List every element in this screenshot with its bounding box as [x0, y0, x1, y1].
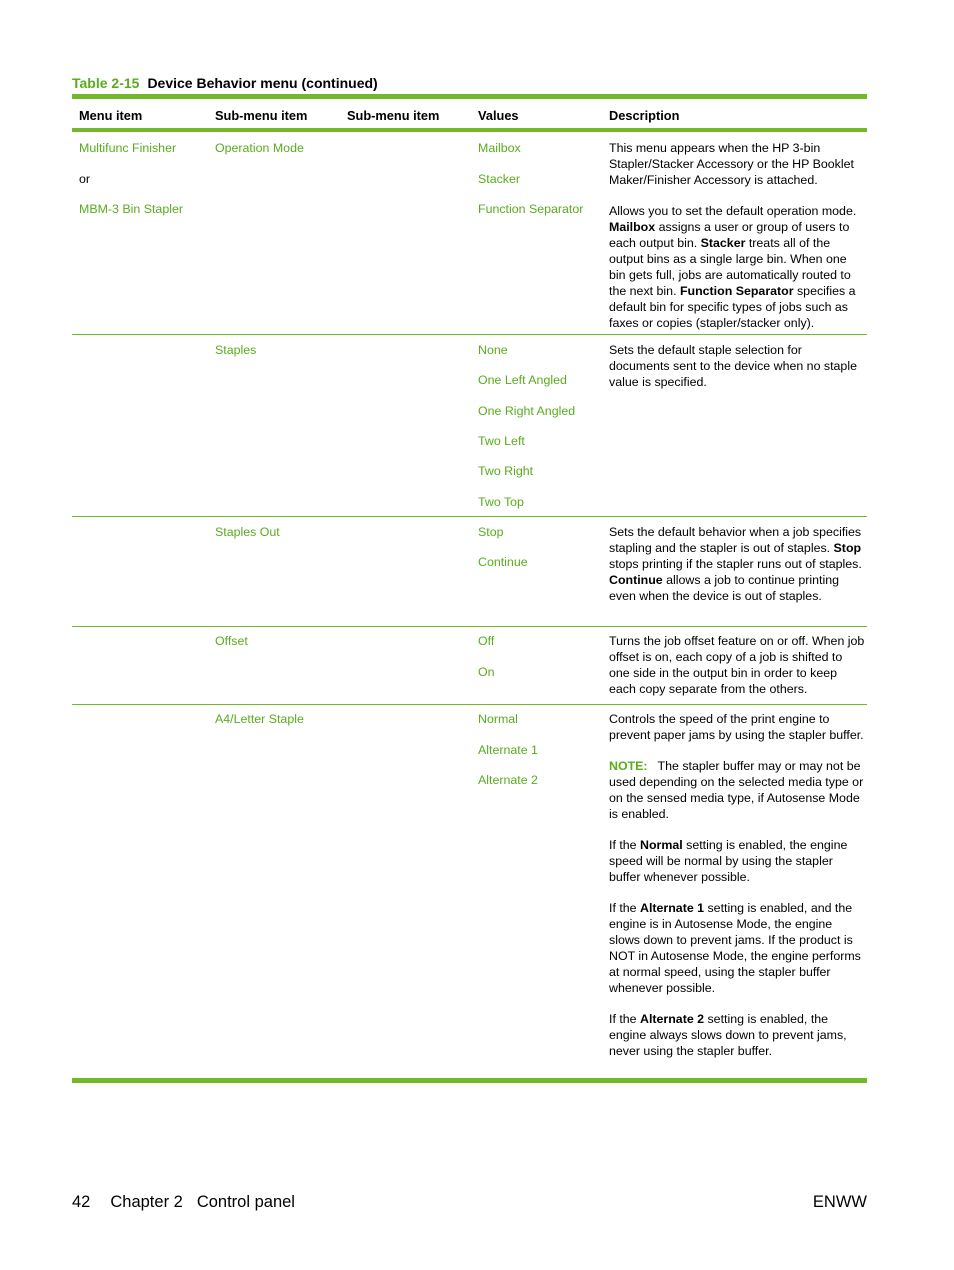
value-stacker: Stacker [478, 172, 521, 186]
value-one-left-angled: One Left Angled [478, 373, 567, 387]
page-footer-left [72, 1192, 295, 1212]
device-behavior-table [72, 94, 867, 1083]
value-alternate-2: Alternate 2 [478, 773, 538, 787]
footer-brand: ENWW [812, 1193, 867, 1211]
submenu-a4-letter-staple: A4/Letter Staple [215, 712, 304, 726]
value-one-right-angled: One Right Angled [478, 404, 576, 418]
table-header-row [72, 99, 867, 128]
value-on: On [478, 665, 495, 679]
value-two-top: Two Top [478, 495, 524, 509]
description-paragraph: Sets the default behavior when a job specifies stapling and the stapler is out of staples. Stop stops printing if the stapler runs out of staples. Continue allows a job to continue printing even when the device is out of staples. [609, 525, 862, 603]
value-none: None [478, 343, 508, 357]
description-staples-out [609, 524, 865, 619]
description-a4-letter-staple [609, 711, 865, 1074]
table-number: Table 2-15 [72, 75, 140, 91]
description-operation-mode [609, 140, 865, 346]
submenu-staples-out: Staples Out [215, 525, 280, 539]
description-paragraph: Turns the job offset feature on or off. When job offset is on, each copy of a job is shifted to one side in the output bin in order to keep each copy separate from the others. [609, 634, 865, 696]
description-paragraph: If the Alternate 2 setting is enabled, the engine always slows down to prevent jams, never using the stapler buffer. [609, 1012, 847, 1058]
description-paragraph: Sets the default staple selection for documents sent to the device when no staple value is specified. [609, 343, 857, 389]
chapter-title: Control panel [196, 1193, 295, 1211]
page-number: 42 [72, 1193, 91, 1211]
value-mailbox: Mailbox [478, 141, 521, 155]
table-bottom-rule [72, 1078, 867, 1083]
header-sub-menu-item-2: Sub-menu item [347, 108, 440, 123]
submenu-operation-mode: Operation Mode [215, 141, 304, 155]
value-continue: Continue [478, 555, 528, 569]
menu-or: or [79, 172, 91, 186]
menu-multifunc-finisher: Multifunc Finisher [79, 141, 177, 155]
submenu-staples: Staples [215, 343, 257, 357]
note-label: NOTE: [609, 759, 648, 773]
header-menu-item: Menu item [79, 108, 143, 123]
description-paragraph: Allows you to set the default operation mode. Mailbox assigns a user or group of users to each output bin. Stacker treats all of the output bins as a single large bin. When one bin gets full, jobs are automatically routed to the next bin. Function Separator specifies a default bin for specific types of jobs such as faxes or copies (stapler/stacker only). [609, 204, 857, 330]
description-offset [609, 633, 865, 712]
table-caption [72, 74, 378, 92]
note-text: The stapler buffer may or may not be used depending on the selected media type or on the sensed media type, if Autosense Mode is enabled. [609, 759, 864, 821]
description-paragraph: This menu appears when the HP 3-bin Stapler/Stacker Accessory or the HP Booklet Maker/Finisher Accessory is attached. [609, 141, 854, 187]
table-row [72, 705, 867, 1078]
header-sub-menu-item: Sub-menu item [215, 108, 308, 123]
submenu-offset: Offset [215, 634, 248, 648]
value-function-separator: Function Separator [478, 202, 584, 216]
table-row [72, 627, 867, 704]
table-title: Device Behavior menu (continued) [147, 75, 378, 91]
menu-mbm3-bin-stapler: MBM-3 Bin Stapler [79, 202, 183, 216]
table-row [72, 517, 867, 626]
description-paragraph: If the Normal setting is enabled, the engine speed will be normal by using the stapler buffer whenever possible. [609, 838, 848, 884]
value-alternate-1: Alternate 1 [478, 743, 538, 757]
value-two-right: Two Right [478, 464, 534, 478]
table-row [72, 335, 867, 516]
header-description: Description [609, 108, 680, 123]
value-two-left: Two Left [478, 434, 525, 448]
note [609, 758, 865, 822]
description-staples [609, 342, 865, 405]
value-stop: Stop [478, 525, 504, 539]
chapter-label: Chapter 2 [110, 1193, 183, 1211]
description-paragraph: Controls the speed of the print engine to prevent paper jams by using the stapler buffer. [609, 712, 864, 742]
table-row [72, 132, 867, 334]
header-values: Values [478, 108, 519, 123]
value-normal: Normal [478, 712, 518, 726]
description-paragraph: If the Alternate 1 setting is enabled, and the engine is in Autosense Mode, the engine slows down to prevent jams. If the product is NOT in Autosense Mode, the engine performs at normal speed, using the stapler buffer whenever possible. [609, 901, 861, 995]
value-off: Off [478, 634, 495, 648]
